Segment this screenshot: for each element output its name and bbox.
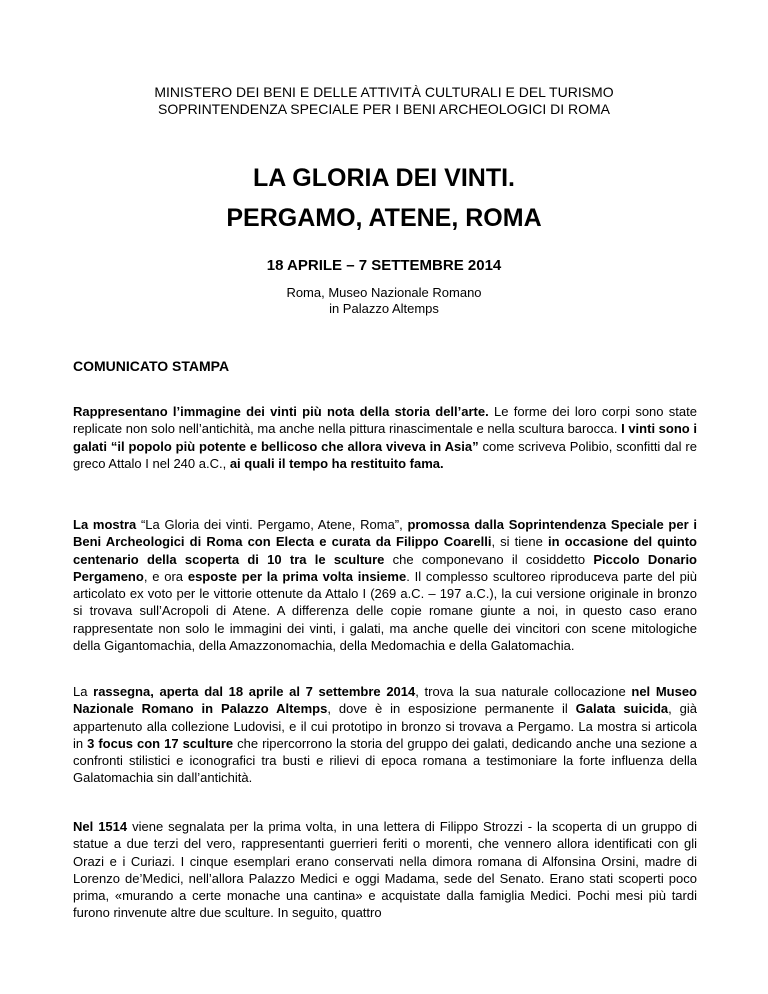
bold-text-run: esposte per la prima volta insieme [187,568,407,584]
press-release-heading: COMUNICATO STAMPA [73,358,230,374]
body-paragraph [73,818,697,922]
text-run: , trova la sua naturale collocazione [415,684,632,699]
venue [0,285,768,317]
bold-text-run: nel Museo Nazionale Romano in Palazzo Altemps [73,684,697,717]
text-run: . Il complesso scultoreo riproduceva parte del più articolato ex voto per le vittorie ottenute da Attalo I (269 a.C. – 197 a.C.), la cui versione originale in bronzo si trovava sull’Acropoli di Atene. A differenza delle copie romane giunte a noi, in questo caso erano rappresentate non solo le immagini dei vinti, i galati, ma anche quelle dei vincitori con scene mitologiche della Gigantomachia, della Amazzonomachia, della Medomachia e della Galatomachia. [73,568,698,654]
bold-text-run: 3 focus con 17 sculture [87,735,234,751]
bold-text-run: Rappresentano l’immagine dei vinti più nota della storia dell’arte. [73,404,489,419]
text-run: che componevano il cosiddetto [384,551,594,567]
text-run: “La Gloria dei vinti. Pergamo, Atene, Roma”, [136,517,408,532]
text-run: viene segnalata per la prima volta, in una lettera di Filippo Strozzi - la scoperta di un gruppo di statue a due terzi del vero, rappresentanti guerrieri feriti o morenti, che vennero allora identificati con gli Orazi e i Curiazi. I cinque esemplari erano conservati nella dimora romana di Alfonsina Orsini, madre di Lorenzo de’Medici, nell’allora Palazzo Medici e oggi Madama, sede del Senato. Erano stati scoperti poco prima, «murando a certe monache una cantina» e acquistate dalla famiglia Medici. Pochi mesi più tardi furono rinvenute altre due sculture. In seguito, quattro [73,819,697,921]
bold-text-run: La mostra [73,517,137,532]
body-paragraph [73,683,697,787]
text-run: , e ora [143,568,188,584]
exhibition-title: LA GLORIA DEI VINTI. [252,164,516,192]
bold-text-run: I vinti sono i galati “il popolo più potente e bellicoso che allora viveva in Asia” [73,421,697,454]
text-run: come scriveva Polibio, sconfitti dal re greco Attalo I nel 240 a.C., [73,438,697,471]
venue-museum: Roma, Museo Nazionale Romano [286,285,482,300]
text-run: Le forme dei loro corpi sono state replicate non solo nell’antichità, ma anche nella pittura rinascimentale e nella scultura barocca. [73,404,697,437]
body-paragraph [73,516,697,654]
text-run: , dove è in esposizione permanente il [327,701,576,717]
exhibition-subtitle: PERGAMO, ATENE, ROMA [226,204,542,232]
bold-text-run: Galata suicida [575,701,669,717]
bold-text-run: Nel 1514 [73,819,128,834]
text-run: , già appartenuto alla collezione Ludovisi, e il cui prototipo in bronzo si trovava a Pergamo. La mostra si articola in [73,701,697,751]
exhibition-dates: 18 APRILE – 7 SETTEMBRE 2014 [266,257,502,274]
text-run: che ripercorrono la storia del gruppo dei galati, dedicando anche una sezione a confronti stilistici e iconografici tra busti e rilievi di epoca romana a testimoniare la forte influenza della Galatomachia sin dall’antichità. [73,735,697,786]
body-paragraph [73,403,697,472]
bold-text-run: ai quali il tempo ha restituito fama. [229,455,444,471]
bold-text-run: in occasione del quinto centenario della scoperta di 10 tra le sculture [73,534,697,567]
soprintendenza-name: SOPRINTENDENZA SPECIALE PER I BENI ARCHEOLOGICI DI ROMA [158,101,610,117]
ministry-header [0,84,768,118]
bold-text-run: rassegna, aperta dal 18 aprile al 7 settembre 2014 [93,684,416,699]
bold-text-run: promossa dalla Soprintendenza Speciale per i Beni Archeologici di Roma con Electa e curata da Filippo Coarelli [73,517,697,550]
ministry-name: MINISTERO DEI BENI E DELLE ATTIVITÀ CULTURALI E DEL TURISMO [154,84,614,100]
venue-palazzo: in Palazzo Altemps [329,301,439,316]
text-run: , si tiene [491,534,548,550]
text-run: La [73,684,94,699]
bold-text-run: Piccolo Donario Pergameno [73,551,697,584]
